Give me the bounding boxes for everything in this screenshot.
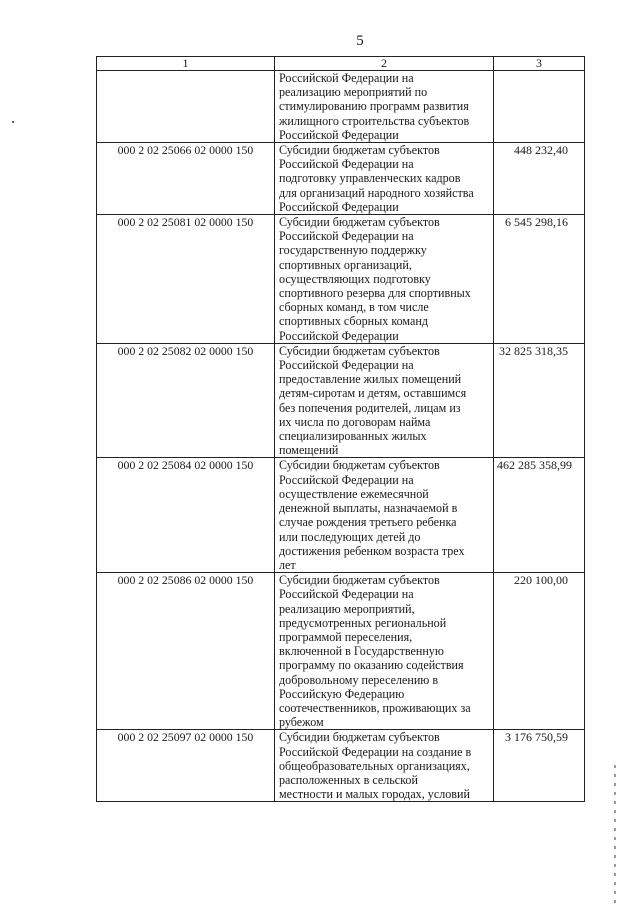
description-line: реализацию мероприятий по [279, 85, 428, 100]
description-line: Российской Федерации на создание в [279, 744, 472, 759]
description-line: для организаций народного хозяйства [279, 185, 474, 200]
description-cell [275, 215, 494, 344]
description-line: реализацию мероприятий, [279, 601, 415, 616]
description-line: Российской Федерации на [279, 358, 414, 373]
page-number: 5 [356, 33, 364, 49]
description-line: Российской Федерации на [279, 587, 414, 602]
description-line: осуществление ежемесячной [279, 486, 429, 501]
description-line: Российской Федерации [279, 328, 399, 343]
description-line: лет [279, 557, 296, 572]
description-line: случае рождения третьего ребенка [279, 515, 457, 530]
budget-code-cell: 000 2 02 25081 02 0000 150 [97, 215, 275, 344]
table-row [97, 71, 585, 143]
description-line: Субсидии бюджетам субъектов [279, 143, 440, 158]
description-line: Российской Федерации [279, 127, 399, 142]
description-line: Субсидии бюджетам субъектов [279, 215, 440, 230]
table-row [97, 143, 585, 215]
amount-cell: 6 545 298,16 [494, 215, 585, 344]
description-line: Российской Федерации на [279, 229, 414, 244]
table-row [97, 215, 585, 344]
description-line: программу по оказанию содействия [279, 658, 464, 673]
description-line: Российской Федерации на [279, 472, 414, 487]
description-line: спортивных организаций, [279, 257, 412, 272]
description-line: достижения ребенком возраста трех [279, 543, 465, 558]
description-line: или последующих детей до [279, 529, 421, 544]
budget-code-cell: 000 2 02 25082 02 0000 150 [97, 343, 275, 458]
budget-table [96, 56, 585, 802]
budget-code-cell [97, 71, 275, 143]
description-line: Российской Федерации на [279, 71, 414, 85]
description-cell [275, 730, 494, 802]
column-header-1: 1 [97, 57, 275, 71]
description-line: предусмотренных региональной [279, 615, 447, 630]
description-line: Российской Федерации [279, 199, 399, 214]
scan-speck [12, 121, 14, 123]
description-line: спортивного резерва для спортивных [279, 286, 471, 301]
table-row [97, 458, 585, 573]
description-line: сборных команд, в том числе [279, 300, 429, 315]
amount-cell: 448 232,40 [494, 143, 585, 215]
description-line: Субсидии бюджетам субъектов [279, 343, 440, 358]
budget-code-cell: 000 2 02 25066 02 0000 150 [97, 143, 275, 215]
table-row [97, 730, 585, 802]
description-line: их числа по договорам найма [279, 414, 431, 429]
description-line: спортивных сборных команд [279, 314, 428, 329]
description-line: соотечественников, проживающих за [279, 700, 471, 715]
description-line: Российской Федерации на [279, 157, 414, 172]
description-line: расположенных в сельской [279, 772, 418, 787]
table-row [97, 573, 585, 730]
description-line: местности и малых городах, условий [279, 787, 470, 802]
description-line: Субсидии бюджетам субъектов [279, 458, 440, 473]
amount-cell: 3 176 750,59 [494, 730, 585, 802]
description-line: общеобразовательных организациях, [279, 758, 470, 773]
budget-code-cell: 000 2 02 25097 02 0000 150 [97, 730, 275, 802]
table-row [97, 343, 585, 458]
amount-cell: 32 825 318,35 [494, 343, 585, 458]
description-line: подготовку управленческих кадров [279, 171, 461, 186]
description-cell [275, 458, 494, 573]
amount-cell: 220 100,00 [494, 573, 585, 730]
description-cell [275, 71, 494, 143]
budget-code-cell: 000 2 02 25086 02 0000 150 [97, 573, 275, 730]
description-cell [275, 343, 494, 458]
description-line: программой переселения, [279, 629, 413, 644]
description-line: детям-сиротам и детям, оставшимся [279, 386, 467, 401]
budget-code-cell: 000 2 02 25084 02 0000 150 [97, 458, 275, 573]
description-line: жилищного строительства субъектов [279, 113, 470, 128]
description-line: специализированных жилых [279, 429, 427, 444]
description-line: Субсидии бюджетам субъектов [279, 573, 440, 588]
description-cell [275, 573, 494, 730]
description-line: денежной выплаты, назначаемой в [279, 501, 458, 516]
description-line: Субсидии бюджетам субъектов [279, 730, 440, 745]
description-line: помещений [279, 443, 339, 458]
column-header-3: 3 [494, 57, 585, 71]
scan-edge-mark [614, 765, 616, 905]
description-line: стимулированию программ развития [279, 99, 469, 114]
description-line: Российскую Федерацию [279, 686, 405, 701]
description-line: предоставление жилых помещений [279, 372, 462, 387]
column-header-2: 2 [275, 57, 494, 71]
table-header-row [97, 57, 585, 71]
amount-cell: 462 285 358,99 [494, 458, 585, 573]
description-cell [275, 143, 494, 215]
amount-cell [494, 71, 585, 143]
description-line: включенной в Государственную [279, 644, 444, 659]
table-body [97, 71, 585, 802]
description-line: осуществляющих подготовку [279, 271, 431, 286]
description-line: добровольному переселению в [279, 672, 439, 687]
description-line: рубежом [279, 715, 324, 730]
description-line: без попечения родителей, лицам из [279, 400, 461, 415]
description-line: государственную поддержку [279, 243, 427, 258]
